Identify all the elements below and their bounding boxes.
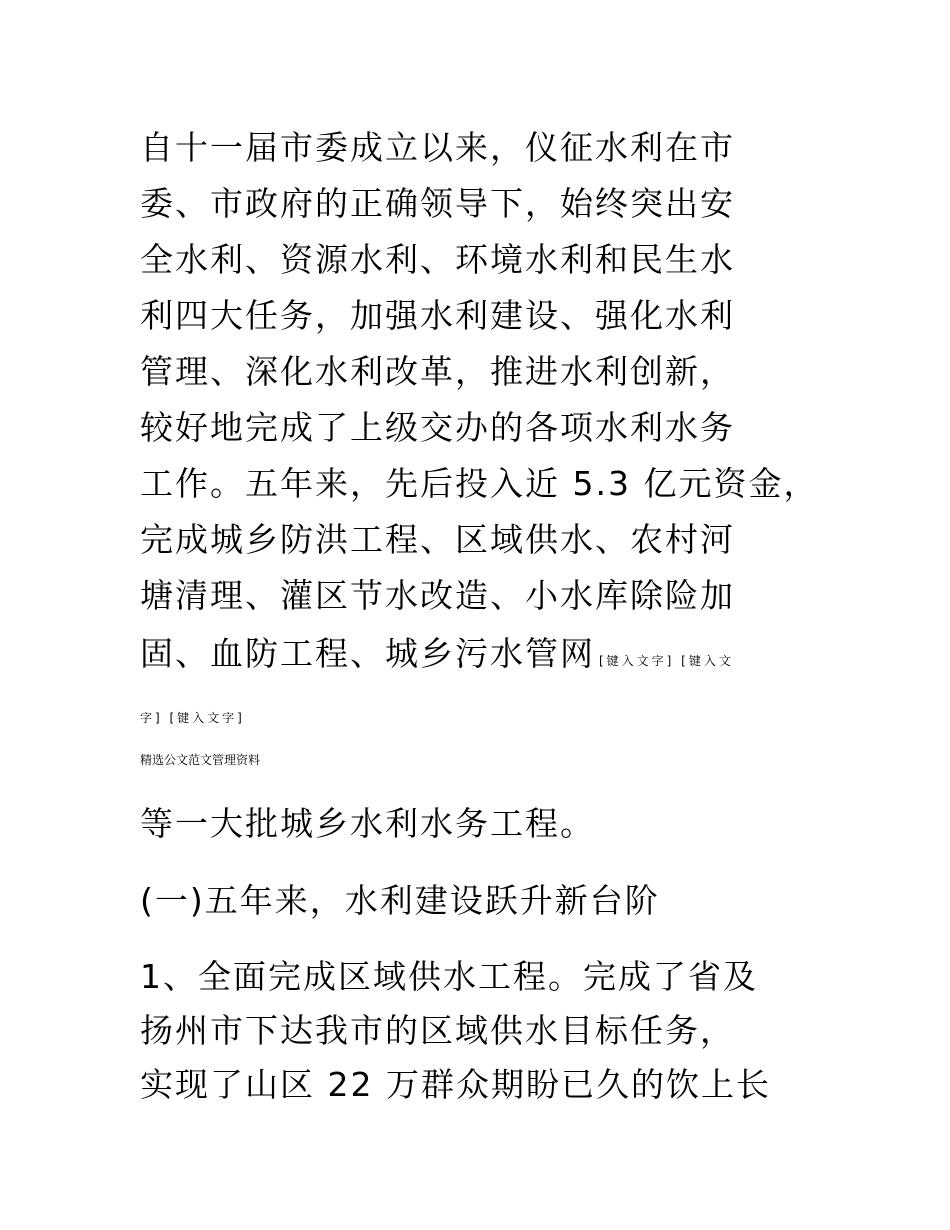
body-line: 委、市政府的正确领导下，始终突出安 [140,184,735,223]
list-item-line: 1、全面完成区域供水工程。完成了省及 [140,957,758,996]
body-line: 塘清理、灌区节水改造、小水库除险加 [140,576,735,615]
list-item-line: 扬州市下达我市的区域供水目标任务， [140,1011,735,1050]
body-line: 利四大任务，加强水利建设、强化水利 [140,296,735,335]
body-line: 管理、深化水利改革，推进水利创新， [140,352,735,391]
body-line: 等一大批城乡水利水务工程。 [140,804,595,843]
body-line: 较好地完成了上级交办的各项水利水务 [140,408,735,447]
list-item-line: 实现了山区 22 万群众期盼已久的饮上长 [140,1065,771,1104]
section-heading: (一)五年来，水利建设跃升新台阶 [140,881,660,920]
body-line-last [140,634,734,681]
body-line-text: 固、血防工程、城乡污水管网 [140,634,595,673]
header-placeholder-text: [键入文字] [键入文 [599,654,734,668]
body-line: 工作。五年来，先后投入近 5.3 亿元资金， [140,464,819,503]
footer-label: 精选公文范文管理资料 [140,753,261,767]
body-line: 自十一届市委成立以来，仪征水利在市 [140,128,735,167]
header-placeholder-continuation: 字] [键入文字] [140,711,245,725]
body-line: 全水利、资源水利、环境水利和民生水 [140,240,735,279]
body-line: 完成城乡防洪工程、区域供水、农村河 [140,520,735,559]
